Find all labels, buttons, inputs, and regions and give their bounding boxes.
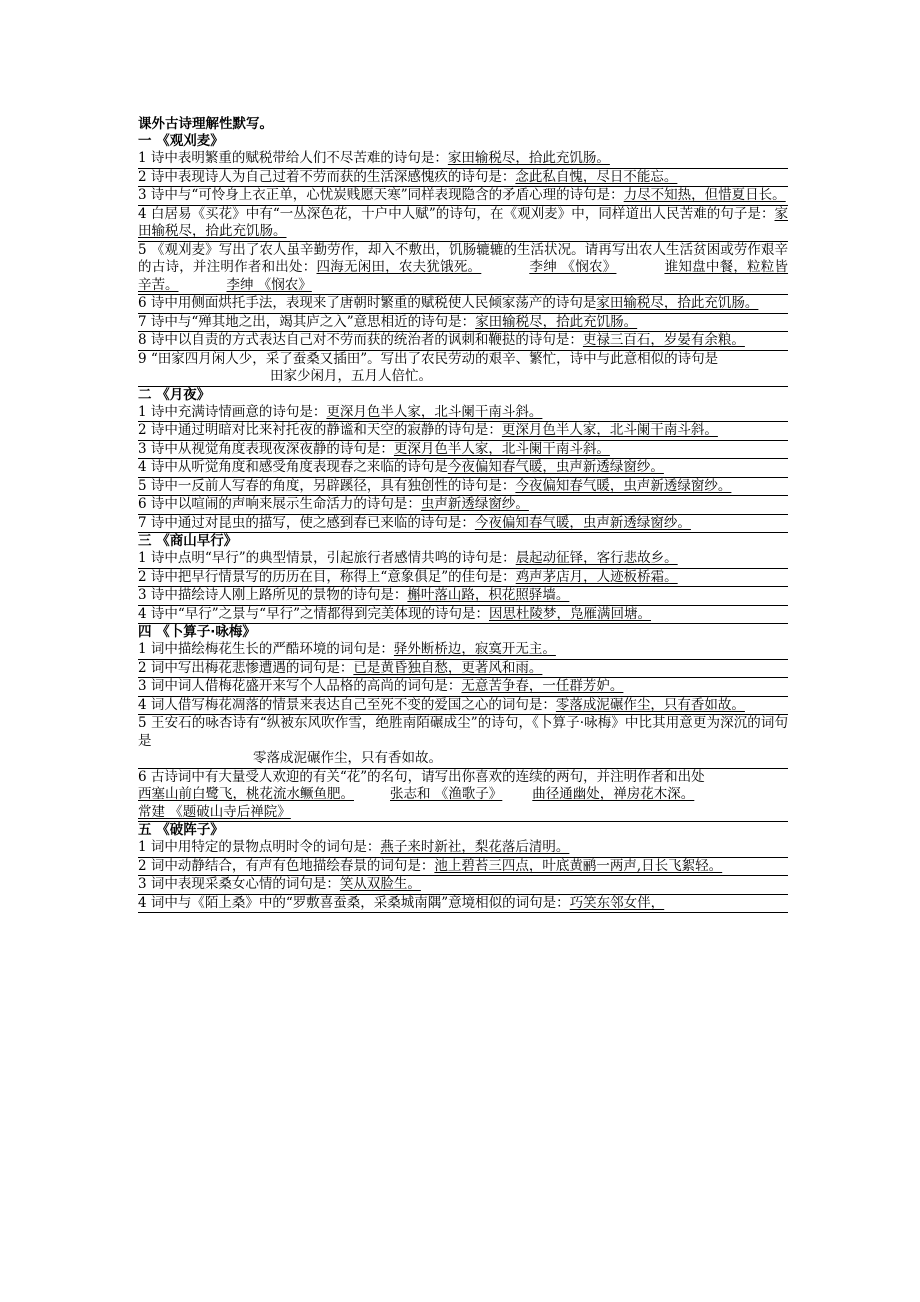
question-item: 6 诗中以喧闹的声响来展示生命活力的诗句是：虫声新透绿窗纱。 bbox=[138, 496, 788, 515]
question-item: 4 词人借写梅花凋落的情景来表达自己至死不变的爱国之心的词句是：零落成泥碾作尘，只有香如故。 bbox=[138, 697, 788, 716]
answer-text: 晨起动征铎，客行悲故乡。 bbox=[515, 550, 678, 566]
question-item: 1 诗中充满诗情画意的诗句是：更深月色半人家，北斗阑干南斗斜。 bbox=[138, 404, 788, 423]
question-item: 3 词中词人借梅花盛开来写个人品格的高尚的词句是：无意苦争春，一任群芳妒。 bbox=[138, 678, 788, 697]
answer-text: 吏禄三百石，岁晏有余粮。 bbox=[582, 332, 745, 348]
section-heading: 一 《观刈麦》 bbox=[138, 133, 224, 149]
answer-text: 今夜偏知春气暖，虫声新透绿窗纱。 bbox=[474, 514, 691, 531]
answer-text: 巧笑东邻女伴， bbox=[569, 894, 665, 911]
question-item: 5 《观刈麦》写出了农人虽辛勤劳作，却入不敷出，饥肠辘辘的生活状况。请再写出农人生活贫困或劳作艰辛的古诗，并注明作者和出处：四海无闲田，农夫犹饿死。 李绅 《悯农》 谁知盘中餐，粒粒皆辛苦。 李绅 《悯农》 bbox=[138, 242, 788, 296]
answer-text: 更深月色半人家，北斗阑干南斗斜。 bbox=[393, 440, 610, 457]
answer-text: 虫声新透绿窗纱。 bbox=[420, 496, 529, 512]
section-heading: 五 《破阵子》 bbox=[138, 822, 224, 838]
question-item: 1 词中用特定的景物点明时令的词句是：燕子来时新社，梨花落后清明。 bbox=[138, 839, 788, 858]
question-item: 2 诗中通过明暗对比来衬托夜的静谧和天空的寂静的诗句是：更深月色半人家，北斗阑干南斗斜。 bbox=[138, 422, 788, 441]
answer-text: 已是黄昏独自愁，更著风和雨。 bbox=[353, 659, 543, 676]
answer-text: 今夜偏知春气暖，虫声新透绿窗纱。 bbox=[515, 477, 732, 494]
answer-text: 家田输税尽，拾此充饥肠。 bbox=[596, 295, 759, 311]
answer-author: 李绅 《悯农》 bbox=[529, 259, 617, 275]
question-item: 4 白居易《买花》中有“一丛深色花，十户中人赋”的诗句，在《观刈麦》中，同样道出人民苦难的句子是：家田输税尽，拾此充饥肠。 bbox=[138, 206, 788, 242]
question-item: 9 “田家四月闲人少，采了蚕桑又插田”。写出了农民劳动的艰辛、繁忙，诗中与此意相似的诗句是 田家少闲月，五月人倍忙。 bbox=[138, 351, 788, 387]
section-heading: 二 《月夜》 bbox=[138, 386, 211, 403]
question-item: 6 诗中用侧面烘托手法，表现来了唐朝时繁重的赋税使人民倾家荡产的诗句是家田输税尽，拾此充饥肠。 bbox=[138, 295, 788, 314]
answer-text: 念此私自愧，尽日不能忘。 bbox=[515, 168, 678, 185]
question-item: 6 古诗词中有大量受人欢迎的有关“花”的名句，请写出你喜欢的连续的两句，并注明作者和出处 西塞山前白鹭飞，桃花流水鳜鱼肥。 张志和 《渔歌子》 曲径通幽处，禅房花木深。 常建 《题破山寺后禅院》 bbox=[138, 769, 788, 823]
answer-author: 张志和 《渔歌子》 bbox=[390, 786, 503, 802]
answer-text: 池上碧苔三四点，叶底黄鹂一两声,日长飞絮轻。 bbox=[434, 857, 723, 874]
question-item: 4 诗中“早行”之景与“早行”之情都得到完美体现的诗句是：因思杜陵梦，凫雁满回塘。 bbox=[138, 606, 788, 625]
answer-text: 谁知盘中餐，粒粒皆辛苦。 bbox=[138, 259, 789, 293]
answer-text: 田家少闲月，五月人倍忙。 bbox=[270, 368, 432, 384]
document-page bbox=[138, 115, 788, 913]
answer-text: 因思杜陵梦，凫雁满回塘。 bbox=[489, 605, 651, 622]
question-item: 7 诗中与“殚其地之出，竭其庐之入”意思相近的诗句是：家田输税尽，拾此充饥肠。 bbox=[138, 314, 788, 333]
question-item: 3 词中表现采桑女心情的词句是：笑从双脸生。 bbox=[138, 876, 788, 895]
answer-text: 家田输税尽，拾此充饥肠。 bbox=[475, 313, 638, 330]
question-item: 2 词中动静结合，有声有色地描绘春景的词句是：池上碧苔三四点，叶底黄鹂一两声,日长飞絮轻。 bbox=[138, 858, 788, 877]
question-item: 5 诗中一反前人写春的角度，另辟蹊径，具有独创性的诗句是：今夜偏知春气暖，虫声新透绿窗纱。 bbox=[138, 478, 788, 497]
answer-text: 驿外断桥边，寂寞开无主。 bbox=[393, 641, 556, 657]
question-item: 5 王安石的咏杏诗有“纵被东风吹作雪，绝胜南陌碾成尘”的诗句，《卜算子·咏梅》中比其用意更为深沉的词句是 零落成泥碾作尘，只有香如故。 bbox=[138, 715, 788, 769]
question-item: 2 诗中把早行情景写的历历在目，称得上“意象俱足”的佳句是：鸡声茅店月，人迹板桥霜。 bbox=[138, 569, 788, 588]
question-item: 1 词中描绘梅花生长的严酷环境的词句是：驿外断桥边，寂寞开无主。 bbox=[138, 641, 788, 660]
answer-author: 李绅 《悯农》 bbox=[226, 276, 312, 293]
question-item: 7 诗中通过对昆虫的描写，使之感到春已来临的诗句是：今夜偏知春气暖，虫声新透绿窗纱。 bbox=[138, 515, 788, 534]
answer-text: 家田输税尽，拾此充饥肠。 bbox=[138, 205, 788, 239]
answer-author: 常建 《题破山寺后禅院》 bbox=[138, 803, 291, 820]
question-item: 8 诗中以自责的方式表达自己对不劳而获的统治者的讽刺和鞭挞的诗句是：吏禄三百石，岁晏有余粮。 bbox=[138, 332, 788, 351]
question-item: 3 诗中与“可怜身上衣正单，心忧炭贱愿天寒”同样表现隐含的矛盾心理的诗句是：力尽不知热，但惜夏日长。 bbox=[138, 187, 788, 206]
answer-text: 槲叶落山路，枳花照驿墙。 bbox=[407, 587, 570, 603]
answer-text: 零落成泥碾作尘，只有香如故。 bbox=[555, 696, 745, 713]
answer-text: 西塞山前白鹭飞，桃花流水鳜鱼肥。 bbox=[138, 786, 354, 802]
answer-text: 今夜偏知春气暖，虫声新透绿窗纱。 bbox=[447, 459, 664, 475]
question-item: 1 诗中点明“早行”的典型情景，引起旅行者感情共鸣的诗句是：晨起动征铎，客行悲故乡。 bbox=[138, 550, 788, 569]
answer-text: 笑从双脸生。 bbox=[339, 876, 421, 892]
question-item: 3 诗中描绘诗人刚上路所见的景物的诗句是：槲叶落山路，枳花照驿墙。 bbox=[138, 587, 788, 606]
answer-text: 四海无闲田，农夫犹饿死。 bbox=[316, 259, 482, 275]
answer-text: 力尽不知热，但惜夏日长。 bbox=[623, 187, 786, 203]
question-item: 3 诗中从视觉角度表现夜深夜静的诗句是：更深月色半人家，北斗阑干南斗斜。 bbox=[138, 441, 788, 460]
answer-text: 曲径通幽处，禅房花木深。 bbox=[532, 786, 695, 802]
question-item: 2 词中写出梅花悲惨遭遇的词句是：已是黄昏独自愁，更著风和雨。 bbox=[138, 660, 788, 679]
answer-text: 无意苦争春，一任群芳妒。 bbox=[461, 678, 624, 694]
answer-text: 零落成泥碾作尘，只有香如故。 bbox=[253, 750, 442, 766]
question-item: 4 词中与《陌上桑》中的“罗敷喜蚕桑，采桑城南隅”意境相似的词句是：巧笑东邻女伴， bbox=[138, 895, 788, 914]
question-item: 4 诗中从听觉角度和感受角度表现春之来临的诗句是今夜偏知春气暖，虫声新透绿窗纱。 bbox=[138, 459, 788, 478]
section-heading: 三 《商山早行》 bbox=[138, 533, 238, 549]
page-title: 课外古诗理解性默写。 bbox=[138, 116, 273, 132]
question-item: 2 诗中表现诗人为自己过着不劳而获的生活深感愧疚的诗句是：念此私自愧，尽日不能忘。 bbox=[138, 169, 788, 188]
answer-text: 更深月色半人家，北斗阑干南斗斜。 bbox=[326, 403, 543, 420]
answer-text: 更深月色半人家，北斗阑干南斗斜。 bbox=[501, 422, 718, 438]
question-item: 1 诗中表明繁重的赋税带给人们不尽苦难的诗句是：家田输税尽，拾此充饥肠。 bbox=[138, 150, 788, 169]
answer-text: 家田输税尽，拾此充饥肠。 bbox=[447, 150, 610, 166]
answer-text: 燕子来时新社，梨花落后清明。 bbox=[380, 839, 570, 855]
answer-text: 鸡声茅店月，人迹板桥霜。 bbox=[515, 568, 678, 585]
section-heading: 四 《卜算子·咏梅》 bbox=[138, 624, 256, 640]
